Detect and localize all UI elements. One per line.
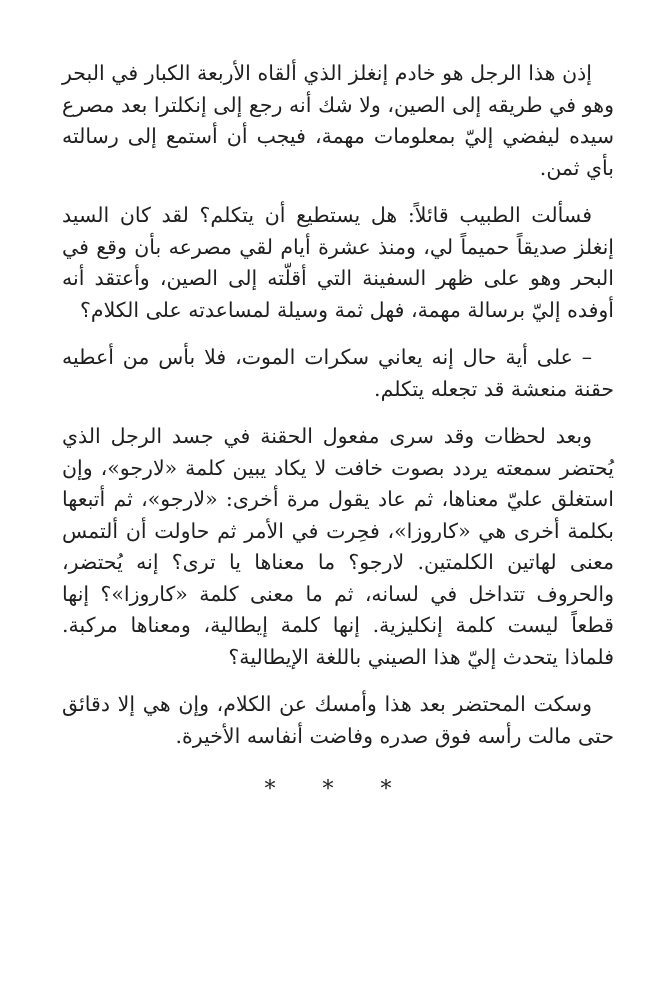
book-page <box>62 58 614 806</box>
paragraph-1: إذن هذا الرجل هو خادم إنغلز الذي ألقاه الأربعة الكبار في البحر وهو في طريقه إلى الصين، ولا شك أنه رجع إلى إنكلترا بعد مصرع سيده ليفضي إليّ بمعلومات مهمة، فيجب أن أستمع إلى رسالته بأي ثمن. <box>62 61 614 180</box>
paragraph-5: وسكت المحتضر بعد هذا وأمسك عن الكلام، وإن هي إلا دقائق حتى مالت رأسه فوق صدره وفاضت أنفاسه الأخيرة. <box>62 692 614 748</box>
paragraph-2: فسألت الطبيب قائلاً: هل يستطيع أن يتكلم؟ لقد كان السيد إنغلز صديقاً حميماً لي، ومنذ عشرة أيام لقي مصرعه بأن وقع في البحر وهو على ظهر السفينة التي أقلّته إلى الصين، وأعتقد أنه أوفده إليّ برسالة مهمة، فهل ثمة وسيلة لمساعدته على الكلام؟ <box>62 203 614 322</box>
paragraph-4: وبعد لحظات وقد سرى مفعول الحقنة في جسد الرجل الذي يُحتضر سمعته يردد بصوت خافت لا يكاد يبين كلمة «لارجو»، وإن استغلق عليّ معناها، ثم عاد يقول مرة أخرى: «لارجو»، ثم أتبعها بكلمة أخرى هي «كاروزا»، فحِرت في الأمر ثم حاولت أن ألتمس معنى لهاتين الكلمتين. لارجو؟ ما معناها يا ترى؟ إنه يُحتضر، والحروف تتداخل في لسانه، ثم ما معنى كلمة «كاروزا»؟ إنها قطعاً ليست كلمة إنكليزية. إنها كلمة إيطالية، ومعناها مركبة. فلماذا يتحدث إليّ هذا الصيني باللغة الإيطالية؟ <box>62 424 614 669</box>
section-separator: * * * <box>264 777 412 802</box>
paragraph-3: – على أية حال إنه يعاني سكرات الموت، فلا بأس من أعطيه حقنة منعشة قد تجعله يتكلم. <box>62 345 614 401</box>
